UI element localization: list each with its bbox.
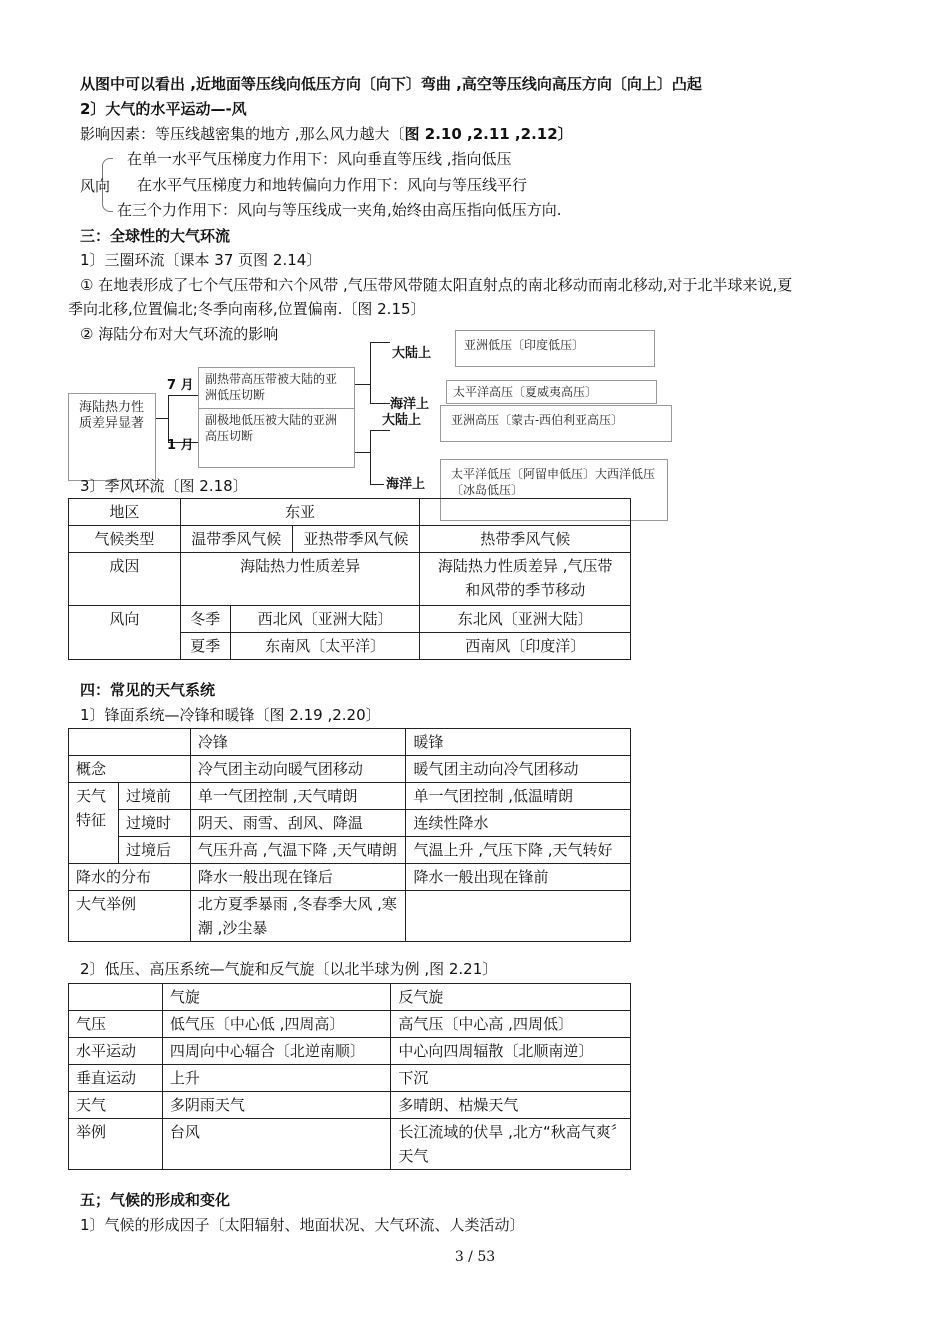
table-cell: 暖气团主动向冷气团移动	[406, 756, 631, 783]
page-number: 3 / 53	[454, 1249, 496, 1265]
table-cell: 过境前	[118, 783, 190, 810]
table-row	[69, 1119, 631, 1170]
table-cell: 气候类型	[69, 526, 181, 553]
connector	[370, 403, 390, 404]
table-cell: 东南风〔太平洋〕	[230, 633, 420, 660]
january-box: 副极地低压被大陆的亚洲高压切断	[198, 408, 355, 468]
table-cell: 过境后	[118, 837, 190, 864]
connector	[370, 430, 390, 431]
table-cell: 降水一般出现在锋前	[406, 864, 631, 891]
table-row	[69, 891, 631, 942]
table-cell: 长江流域的伏旱 ,北方“秋高气爽〞天气	[391, 1119, 631, 1170]
table-cell: 四周向中心辐合〔北逆南顺〕	[162, 1038, 391, 1065]
table-row	[69, 1092, 631, 1119]
heading-section-4: 四：常见的天气系统	[80, 681, 216, 699]
table-cell: 成因	[69, 553, 181, 606]
table-cell: 中心向四周辐散〔北顺南逆〕	[391, 1038, 631, 1065]
text-climate-factors: 1〕气候的形成因子〔太阳辐射、地面状况、大气环流、人类活动〕	[80, 1216, 525, 1234]
july-box: 副热带高压带被大陆的亚洲低压切断	[198, 367, 355, 409]
table-cell: 单一气团控制 ,天气晴朗	[190, 783, 406, 810]
table-cell	[420, 499, 631, 526]
text-line-1: 从图中可以看出 ,近地面等压线向低压方向〔向下〕弯曲 ,高空等压线向高压方向〔向上〕凸起	[80, 75, 702, 93]
label-ocean-1: 海洋上	[390, 397, 430, 412]
result-box-3: 亚洲高压〔蒙古-西伯利亚高压〕	[440, 405, 672, 442]
table-row	[69, 984, 631, 1011]
table-cell: 风向	[69, 606, 181, 660]
connector	[355, 384, 371, 385]
table-cell	[69, 984, 163, 1011]
heading-monsoon: 3〕季风环流〔图 2.18〕	[80, 477, 248, 495]
connector	[370, 430, 371, 485]
front-table	[68, 728, 631, 942]
table-row	[69, 1038, 631, 1065]
table-cell: 气压	[69, 1011, 163, 1038]
table-cell: 举例	[69, 1119, 163, 1170]
table-cell: 地区	[69, 499, 181, 526]
table-cell: 气温上升 ,气压下降 ,天气转好	[406, 837, 631, 864]
table-cell: 夏季	[180, 633, 230, 660]
table-cell: 冷气团主动向暖气团移动	[190, 756, 406, 783]
table-cell: 亚热带季风气候	[292, 526, 420, 553]
table-row	[69, 1065, 631, 1092]
result-box-1: 亚洲低压〔印度低压〕	[455, 330, 655, 367]
table-cell: 西北风〔亚洲大陆〕	[230, 606, 420, 633]
monsoon-table	[68, 498, 631, 660]
table-cell: 降水的分布	[69, 864, 191, 891]
table-row	[69, 526, 631, 553]
table-cell: 海陆热力性质差异	[180, 553, 420, 606]
diagram-root-box: 海陆热力性质差异显著	[68, 393, 156, 481]
table-row	[69, 553, 631, 606]
label-january: 1 月	[167, 438, 194, 453]
table-cell: 多阴雨天气	[162, 1092, 391, 1119]
table-row	[69, 837, 631, 864]
table-cell: 反气旋	[391, 984, 631, 1011]
table-cell: 高气压〔中心高 ,四周低〕	[391, 1011, 631, 1038]
label-ocean-2: 海洋上	[386, 477, 426, 492]
table-cell	[406, 891, 631, 942]
heading-section-5: 五；气候的形成和变化	[80, 1191, 231, 1209]
cyclone-table	[68, 983, 631, 1170]
table-cell	[69, 729, 191, 756]
label-land-2: 大陆上	[382, 413, 422, 428]
text-wind-factor-main: 影响因素：等压线越密集的地方 ,那么风力越大〔	[80, 125, 405, 143]
table-cell: 海陆热力性质差异 ,气压带和风带的季节移动	[420, 553, 631, 606]
wind-direction-label: 风向	[80, 177, 111, 195]
table-row	[69, 864, 631, 891]
table-cell: 温带季风气候	[180, 526, 292, 553]
result-box-2: 太平洋高压〔夏威夷高压〕	[446, 380, 657, 404]
text-para-2: ② 海陆分布对大气环流的影响	[80, 325, 279, 343]
table-row	[69, 756, 631, 783]
label-land-1: 大陆上	[392, 346, 432, 361]
table-row	[69, 499, 631, 526]
table-cell: 大气举例	[69, 891, 191, 942]
text-wind-factor-figs: 图 2.10 ,2.11 ,2.12〕	[404, 125, 573, 143]
connector	[370, 484, 384, 485]
table-cell: 东亚	[180, 499, 420, 526]
table-cell: 下沉	[391, 1065, 631, 1092]
table-cell: 天气	[69, 1092, 163, 1119]
table-cell: 降水一般出现在锋后	[190, 864, 406, 891]
table-cell: 气压升高 ,气温下降 ,天气晴朗	[190, 837, 406, 864]
table-cell: 台风	[162, 1119, 391, 1170]
wind-rule-3: 在三个力作用下：风向与等压线成一夹角,始终由高压指向低压方向.	[117, 201, 562, 219]
table-cell: 连续性降水	[406, 810, 631, 837]
result-box-4: 太平洋低压〔阿留申低压〕大西洋低压〔冰岛低压〕	[440, 459, 668, 521]
text-three-cell: 1〕三圈环流〔课本 37 页图 2.14〕	[80, 251, 322, 269]
table-cell: 暖锋	[406, 729, 631, 756]
heading-wind: 2〕大气的水平运动—-风	[80, 100, 247, 118]
table-cell: 热带季风气候	[420, 526, 631, 553]
table-cell: 水平运动	[69, 1038, 163, 1065]
text-wind-factor	[80, 123, 573, 145]
table-cell: 冬季	[180, 606, 230, 633]
wind-rule-1: 在单一水平气压梯度力作用下：风向垂直等压线 ,指向低压	[127, 150, 512, 168]
table-cell: 东北风〔亚洲大陆〕	[420, 606, 631, 633]
table-cell: 阴天、雨雪、刮风、降温	[190, 810, 406, 837]
heading-cyclone: 2〕低压、高压系统—气旋和反气旋〔以北半球为例 ,图 2.21〕	[80, 960, 498, 978]
table-cell: 低气压〔中心低 ,四周高〕	[162, 1011, 391, 1038]
table-cell: 天气特征	[69, 783, 119, 864]
heading-section-3: 三：全球性的大气环流	[80, 227, 231, 245]
table-cell: 上升	[162, 1065, 391, 1092]
text-para-1a: ① 在地表形成了七个气压带和六个风带 ,气压带风带随太阳直射点的南北移动而南北移动,对于北半球来说,夏	[80, 276, 793, 294]
table-cell: 多晴朗、枯燥天气	[391, 1092, 631, 1119]
table-cell: 过境时	[118, 810, 190, 837]
table-row	[69, 810, 631, 837]
text-para-1b: 季向北移,位置偏北;冬季向南移,位置偏南.〔图 2.15〕	[68, 300, 426, 318]
connector	[155, 418, 169, 419]
table-cell: 气旋	[162, 984, 391, 1011]
wind-rule-2: 在水平气压梯度力和地转偏向力作用下：风向与等压线平行	[137, 176, 528, 194]
table-row	[69, 606, 631, 633]
table-row	[69, 783, 631, 810]
label-july: 7 月	[167, 378, 194, 393]
connector	[168, 395, 198, 396]
connector	[370, 342, 371, 404]
table-cell: 西南风〔印度洋〕	[420, 633, 631, 660]
table-row	[69, 1011, 631, 1038]
table-cell: 单一气团控制 ,低温晴朗	[406, 783, 631, 810]
table-cell: 垂直运动	[69, 1065, 163, 1092]
heading-fronts: 1〕锋面系统—冷锋和暖锋〔图 2.19 ,2.20〕	[80, 706, 381, 724]
table-row	[69, 729, 631, 756]
connector	[355, 452, 371, 453]
table-cell: 冷锋	[190, 729, 406, 756]
table-cell: 概念	[69, 756, 191, 783]
table-cell: 北方夏季暴雨 ,冬春季大风 ,寒潮 ,沙尘暴	[190, 891, 406, 942]
connector	[370, 342, 390, 343]
